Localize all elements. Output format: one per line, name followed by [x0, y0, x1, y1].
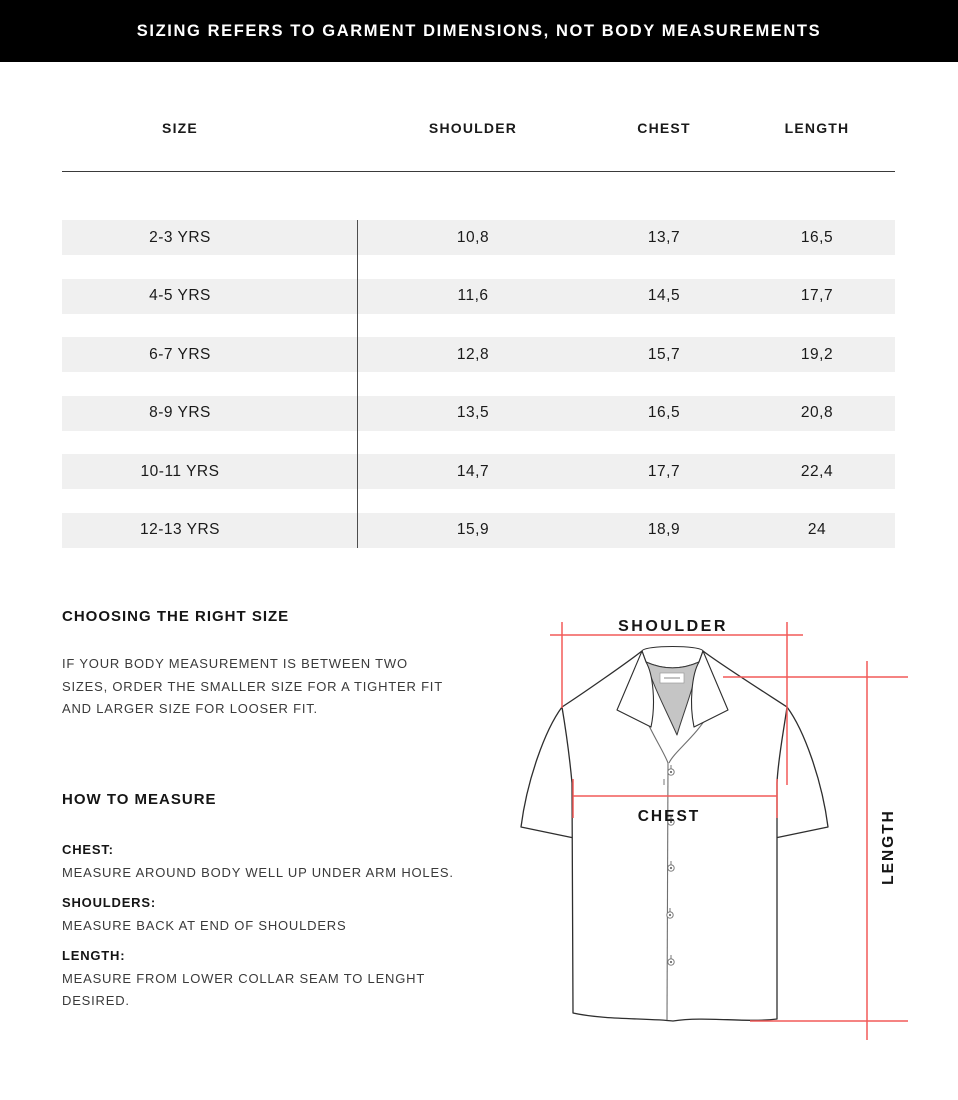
cell-chest: 16,5: [647, 404, 681, 421]
measure-text: MEASURE AROUND BODY WELL UP UNDER ARM HOLES.: [62, 864, 454, 880]
cell-chest: 13,7: [647, 228, 681, 246]
header-divider: [62, 171, 895, 172]
diagram-shoulder-label: SHOULDER: [618, 618, 728, 635]
column-header-shoulder: SHOULDER: [428, 119, 518, 136]
cell-chest: 17,7: [647, 462, 681, 480]
cell-length: 19,2: [800, 345, 834, 363]
banner-title: SIZING REFERS TO GARMENT DIMENSIONS, NOT BODY MEASUREMENTS: [136, 21, 822, 40]
cell-size: 12-13 YRS: [139, 521, 221, 538]
measure-text: MEASURE FROM LOWER COLLAR SEAM TO LENGHT: [62, 970, 426, 986]
cell-shoulder: 14,7: [456, 462, 490, 480]
cell-length: 17,7: [800, 287, 834, 304]
cell-size: 6-7 YRS: [149, 345, 211, 363]
how-to-measure-heading: HOW TO MEASURE: [62, 790, 217, 808]
cell-chest: 18,9: [647, 521, 681, 538]
table-row: [62, 513, 895, 548]
cell-chest: 15,7: [647, 345, 681, 363]
cell-size: 8-9 YRS: [149, 404, 211, 421]
measure-item-shoulders: [62, 894, 502, 937]
paragraph-line: IF YOUR BODY MEASUREMENT IS BETWEEN TWO: [62, 656, 408, 671]
measure-item-chest: [62, 841, 502, 884]
diagram-length-label: LENGTH: [880, 809, 897, 885]
table-row: [62, 220, 895, 255]
paragraph-line: SIZES, ORDER THE SMALLER SIZE FOR A TIGHTER FIT: [62, 678, 443, 694]
paragraph-line: AND LARGER SIZE FOR LOOSER FIT.: [62, 701, 318, 716]
column-header-chest: CHEST: [637, 119, 691, 136]
table-row: [62, 396, 895, 431]
table-header-row: [62, 112, 895, 143]
cell-length: 20,8: [800, 404, 834, 421]
cell-size: 2-3 YRS: [149, 228, 211, 246]
column-header-length: LENGTH: [784, 119, 850, 136]
cell-shoulder: 10,8: [456, 228, 490, 246]
table-row: [62, 454, 895, 489]
cell-length: 24: [807, 521, 827, 538]
table-row: [62, 337, 895, 372]
banner: [0, 0, 958, 62]
cell-size: 10-11 YRS: [140, 462, 220, 480]
cell-length: 22,4: [800, 462, 834, 480]
cell-shoulder: 12,8: [456, 345, 490, 363]
cell-shoulder: 15,9: [456, 521, 490, 538]
shirt-measurement-diagram: [505, 600, 925, 1060]
column-header-size: SIZE: [162, 119, 198, 136]
cell-chest: 14,5: [647, 287, 681, 304]
choosing-size-heading: CHOOSING THE RIGHT SIZE: [62, 608, 290, 625]
measure-item-length: [62, 947, 502, 1012]
measure-text: DESIRED.: [62, 992, 130, 1008]
diagram-chest-label: CHEST: [637, 808, 701, 825]
measure-label: CHEST:: [62, 841, 114, 857]
size-column-divider: [357, 220, 358, 548]
cell-length: 16,5: [800, 228, 834, 246]
measure-text: MEASURE BACK AT END OF SHOULDERS: [62, 917, 347, 933]
cell-size: 4-5 YRS: [149, 287, 211, 304]
size-table: [62, 112, 895, 571]
cell-shoulder: 13,5: [456, 404, 490, 421]
cell-shoulder: 11,6: [457, 287, 489, 304]
info-panel: [62, 608, 502, 1012]
measure-label: LENGTH:: [62, 947, 126, 963]
choosing-size-paragraph: [62, 653, 502, 721]
table-row: [62, 279, 895, 314]
measure-label: SHOULDERS:: [62, 894, 156, 910]
table-body: [62, 220, 895, 548]
